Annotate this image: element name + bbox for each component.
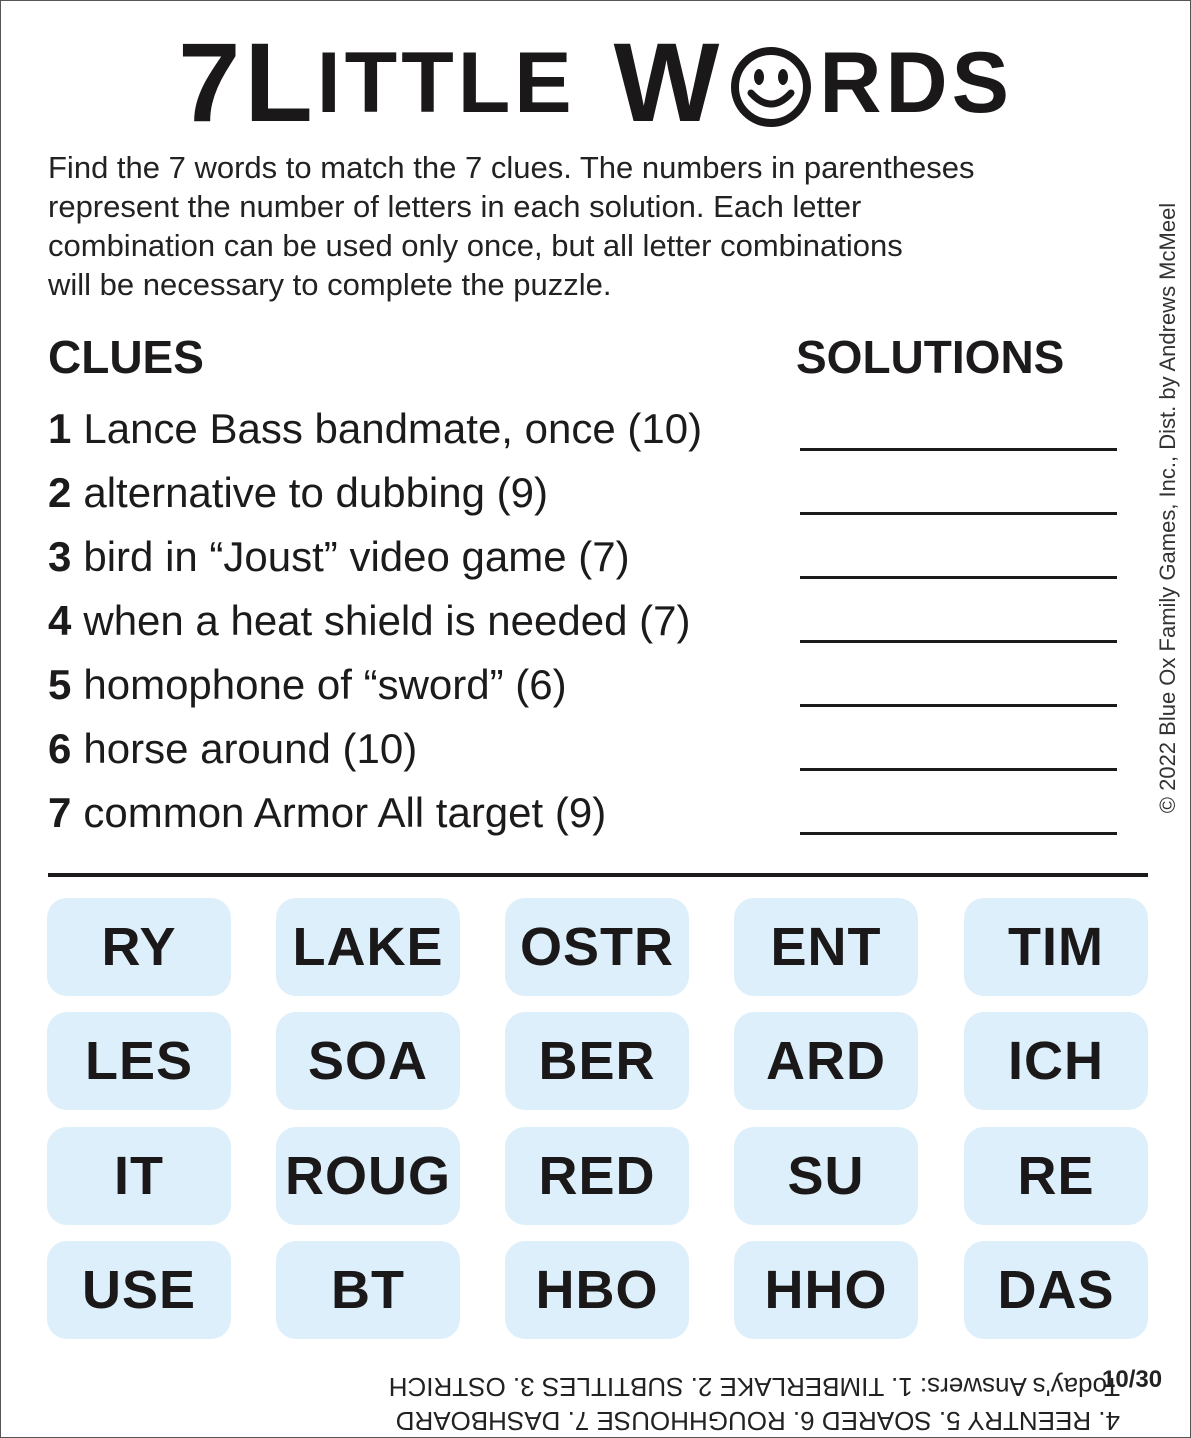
clue-number: 6 bbox=[48, 725, 72, 772]
clue-7 bbox=[48, 784, 606, 842]
clue-3 bbox=[48, 528, 630, 586]
clue-text: Lance Bass bandmate, once (10) bbox=[83, 405, 703, 452]
clue-6 bbox=[48, 720, 417, 778]
upside-down-answers bbox=[80, 1370, 1120, 1438]
puzzle-title bbox=[0, 18, 1191, 148]
letter-tile[interactable]: USE bbox=[47, 1241, 231, 1339]
letter-tile[interactable]: DAS bbox=[964, 1241, 1148, 1339]
title-w: W bbox=[613, 20, 724, 145]
clue-number: 2 bbox=[48, 469, 72, 516]
answers-line: Today's Answers: 1. TIMBERLAKE 2. SUBTITLES 3. OSTRICH bbox=[388, 1372, 1120, 1402]
clue-text: bird in “Joust” video game (7) bbox=[83, 533, 630, 580]
instruction-line: Find the 7 words to match the 7 clues. The numbers in parentheses bbox=[48, 150, 975, 185]
clue-text: common Armor All target (9) bbox=[83, 789, 607, 836]
solution-blank-7[interactable] bbox=[800, 832, 1117, 835]
clues-header: CLUES bbox=[48, 331, 204, 383]
letter-tile[interactable]: ENT bbox=[734, 898, 918, 996]
instruction-line: will be necessary to complete the puzzle. bbox=[48, 267, 612, 302]
clue-4 bbox=[48, 592, 690, 650]
solution-blank-5[interactable] bbox=[800, 704, 1117, 707]
clue-text: alternative to dubbing (9) bbox=[83, 469, 548, 516]
clue-number: 5 bbox=[48, 661, 72, 708]
solution-blank-2[interactable] bbox=[800, 512, 1117, 515]
divider-rule bbox=[48, 873, 1148, 877]
title-l: L bbox=[244, 20, 317, 145]
clue-number: 4 bbox=[48, 597, 72, 644]
letter-tile[interactable]: TIM bbox=[964, 898, 1148, 996]
clue-1 bbox=[48, 400, 702, 458]
solution-blank-3[interactable] bbox=[800, 576, 1117, 579]
letter-tile[interactable]: ROUG bbox=[276, 1127, 460, 1225]
clue-number: 3 bbox=[48, 533, 72, 580]
clue-text: when a heat shield is needed (7) bbox=[83, 597, 691, 644]
copyright-credit: © 2022 Blue Ox Family Games, Inc., Dist. by Andrews McMeel bbox=[1155, 202, 1180, 814]
clue-number: 1 bbox=[48, 405, 72, 452]
title-ittle: ITTLE bbox=[316, 35, 576, 131]
letter-tile[interactable]: SU bbox=[734, 1127, 918, 1225]
letter-tile[interactable]: LAKE bbox=[276, 898, 460, 996]
title-seven: 7 bbox=[178, 20, 245, 145]
instruction-line: represent the number of letters in each solution. Each letter bbox=[48, 189, 862, 224]
clue-number: 7 bbox=[48, 789, 72, 836]
smiley-face-icon bbox=[729, 45, 813, 129]
instruction-line: combination can be used only once, but all letter combinations bbox=[48, 228, 903, 263]
letter-tile[interactable]: SOA bbox=[276, 1012, 460, 1110]
clue-2 bbox=[48, 464, 548, 522]
solution-blank-1[interactable] bbox=[800, 448, 1117, 451]
letter-tile[interactable]: RE bbox=[964, 1127, 1148, 1225]
clue-text: horse around (10) bbox=[83, 725, 418, 772]
letter-tile[interactable]: LES bbox=[47, 1012, 231, 1110]
letter-tile[interactable]: BER bbox=[505, 1012, 689, 1110]
clue-5 bbox=[48, 656, 567, 714]
letter-tile[interactable]: IT bbox=[47, 1127, 231, 1225]
solution-blank-4[interactable] bbox=[800, 640, 1117, 643]
letter-tile[interactable]: HBO bbox=[505, 1241, 689, 1339]
instructions bbox=[48, 148, 1158, 304]
letter-tile[interactable]: OSTR bbox=[505, 898, 689, 996]
title-rds: RDS bbox=[819, 35, 1013, 131]
solutions-header: SOLUTIONS bbox=[796, 331, 1065, 383]
letter-tile[interactable]: BT bbox=[276, 1241, 460, 1339]
clue-text: homophone of “sword” (6) bbox=[83, 661, 567, 708]
solution-blank-6[interactable] bbox=[800, 768, 1117, 771]
letter-tile[interactable]: HHO bbox=[734, 1241, 918, 1339]
answers-line: 4. REENTRY 5. SOARED 6. ROUGHHOUSE 7. DASHBOARD bbox=[395, 1406, 1120, 1436]
letter-tile[interactable]: ICH bbox=[964, 1012, 1148, 1110]
letter-tile[interactable]: RED bbox=[505, 1127, 689, 1225]
letter-tile[interactable]: ARD bbox=[734, 1012, 918, 1110]
puzzle-date: 10/30 bbox=[1102, 1366, 1163, 1393]
letter-tile[interactable]: RY bbox=[47, 898, 231, 996]
